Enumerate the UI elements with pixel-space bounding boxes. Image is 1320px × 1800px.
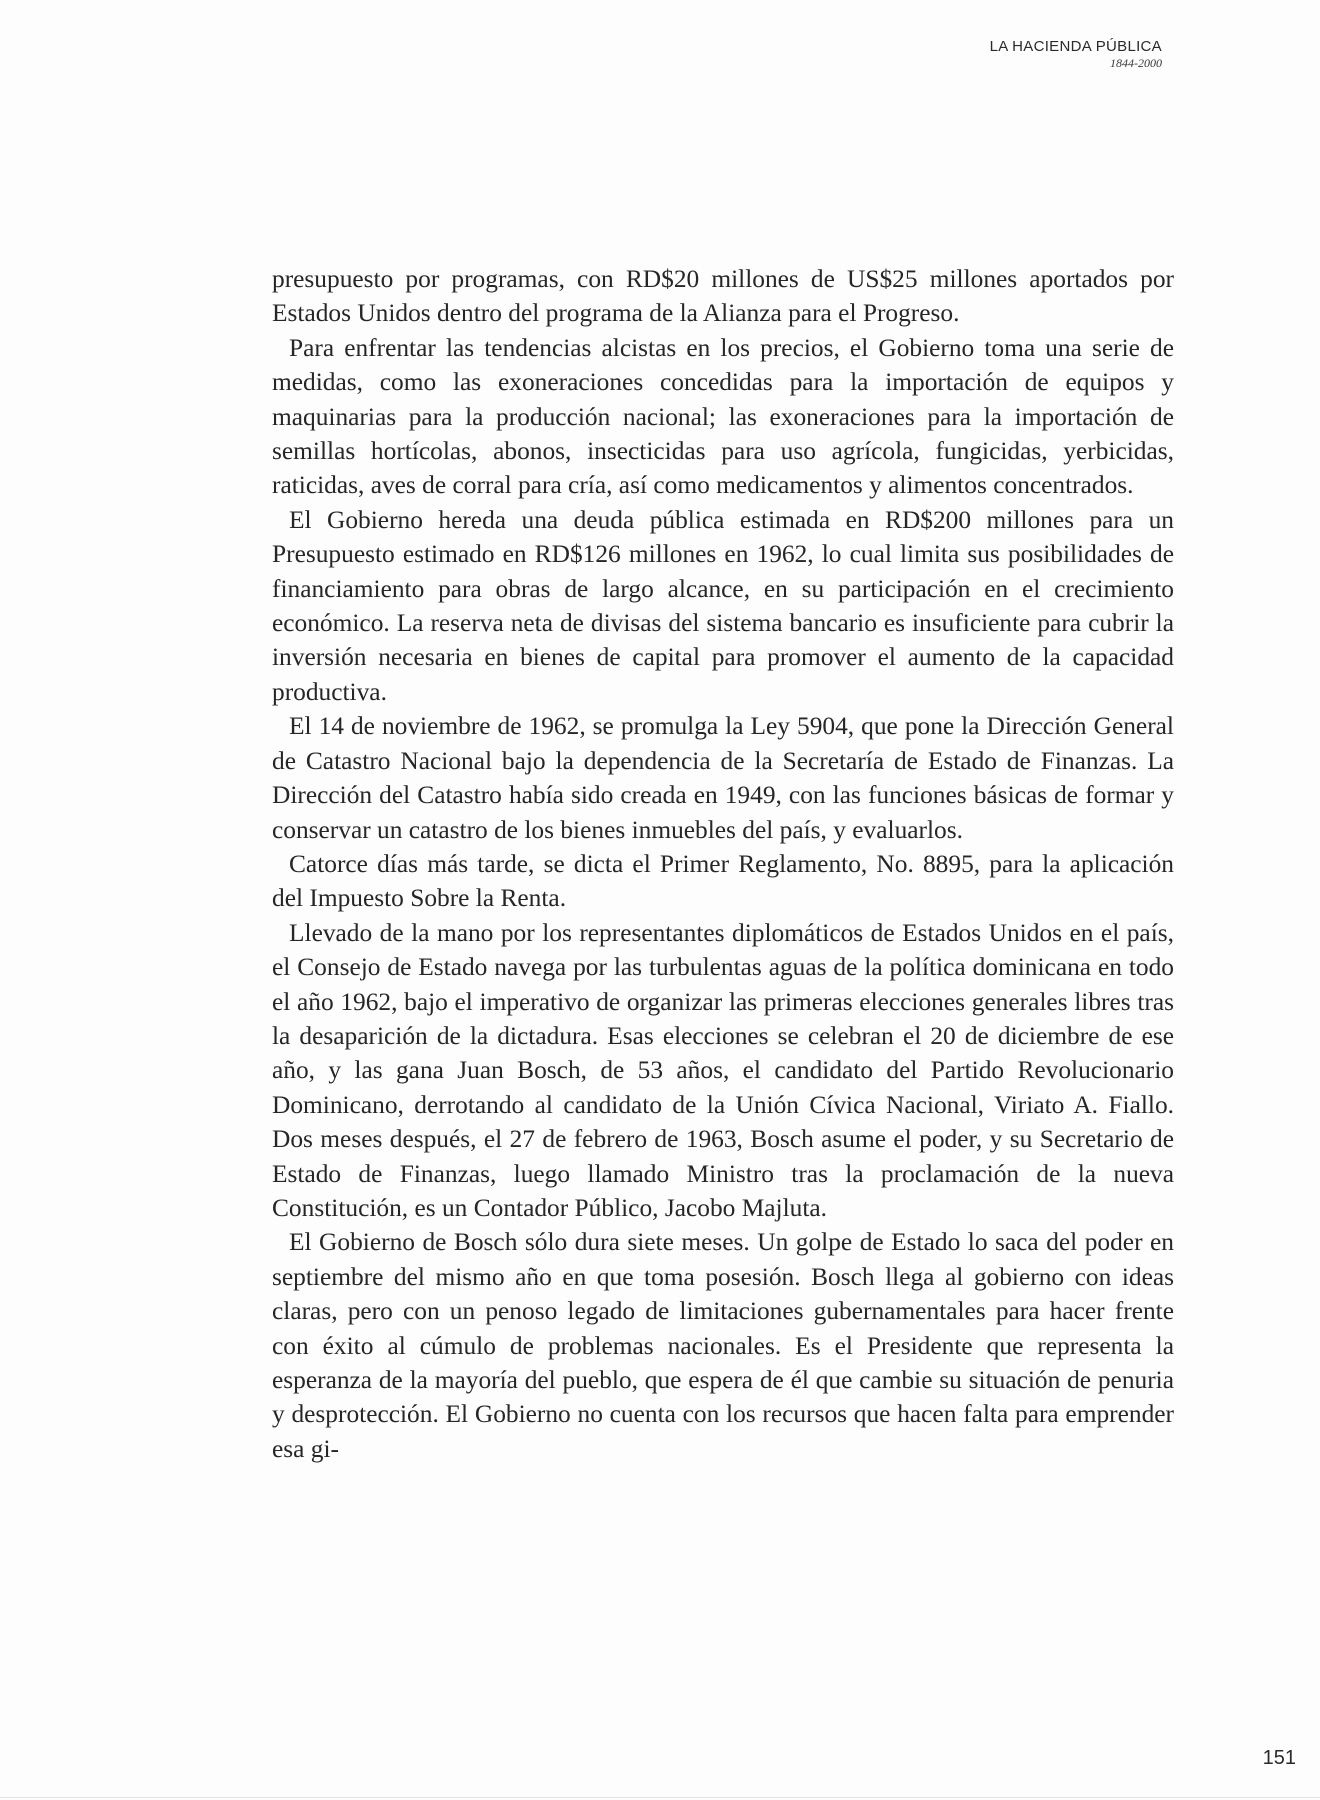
paragraph-1: presupuesto por programas, con RD$20 millones de US$25 millones aportados por Estados Unidos dentro del programa de la Alianza para el Progreso. — [272, 265, 1174, 328]
body-text — [272, 262, 1174, 1466]
paragraph-7: El Gobierno de Bosch sólo dura siete meses. Un golpe de Estado lo saca del poder en septiembre del mismo año en que toma posesión. Bosch llega al gobierno con ideas claras, pero con un penoso legado de limitaciones gubernamentales para hacer frente con éxito al cúmulo de problemas nacionales. Es el Presidente que representa la esperanza de la mayoría del pueblo, que espera de él que cambie su situación de penuria y desprotección. El Gobierno no cuenta con los recursos que hacen falta para emprender esa gi- — [272, 1228, 1174, 1463]
paragraph-3: El Gobierno hereda una deuda pública estimada en RD$200 millones para un Presupuesto estimado en RD$126 millones en 1962, lo cual limita sus posibilidades de financiamiento para obras de largo alcance, en su participación en el crecimiento económico. La reserva neta de divisas del sistema bancario es insuficiente para cubrir la inversión necesaria en bienes de capital para promover el aumento de la capacidad productiva. — [272, 505, 1174, 706]
paragraph-4: El 14 de noviembre de 1962, se promulga la Ley 5904, que pone la Dirección General de Catastro Nacional bajo la dependencia de la Secretaría de Estado de Finanzas. La Dirección del Catastro había sido creada en 1949, con las funciones básicas de formar y conservar un catastro de los bienes inmuebles del país, y evaluarlos. — [272, 712, 1174, 844]
running-header — [990, 38, 1162, 70]
header-title: LA HACIENDA PÚBLICA — [989, 38, 1162, 55]
paragraph-5: Catorce días más tarde, se dicta el Primer Reglamento, No. 8895, para la aplicación del Impuesto Sobre la Renta. — [272, 849, 1174, 913]
page-edge-divider — [0, 1797, 1320, 1798]
paragraph-6: Llevado de la mano por los representantes diplomáticos de Estados Unidos en el país, el Consejo de Estado navega por las turbulentas aguas de la política dominicana en todo el año 1962, bajo el imperativo de organizar las primeras elecciones generales libres tras la desaparición de la dictadura. Esas elecciones se celebran el 20 de diciembre de ese año, y las gana Juan Bosch, de 53 años, el candidato del Partido Revolucionario Dominicano, derrotando al candidato de la Unión Cívica Nacional, Viriato A. Fiallo. Dos meses después, el 27 de febrero de 1963, Bosch asume el poder, y su Secretario de Estado de Finanzas, luego llamado Ministro tras la proclamación de la nueva Constitución, es un Contador Público, Jacobo Majluta. — [272, 918, 1174, 1222]
page-number: 151 — [1262, 1747, 1296, 1769]
header-years: 1844-2000 — [1110, 56, 1162, 70]
paragraph-2: Para enfrentar las tendencias alcistas en los precios, el Gobierno toma una serie de medidas, como las exoneraciones concedidas para la importación de equipos y maquinarias para la producción nacional; las exoneraciones para la importación de semillas hortícolas, abonos, insecticidas para uso agrícola, fungicidas, yerbicidas, raticidas, aves de corral para cría, así como medicamentos y alimentos concentrados. — [272, 333, 1174, 500]
